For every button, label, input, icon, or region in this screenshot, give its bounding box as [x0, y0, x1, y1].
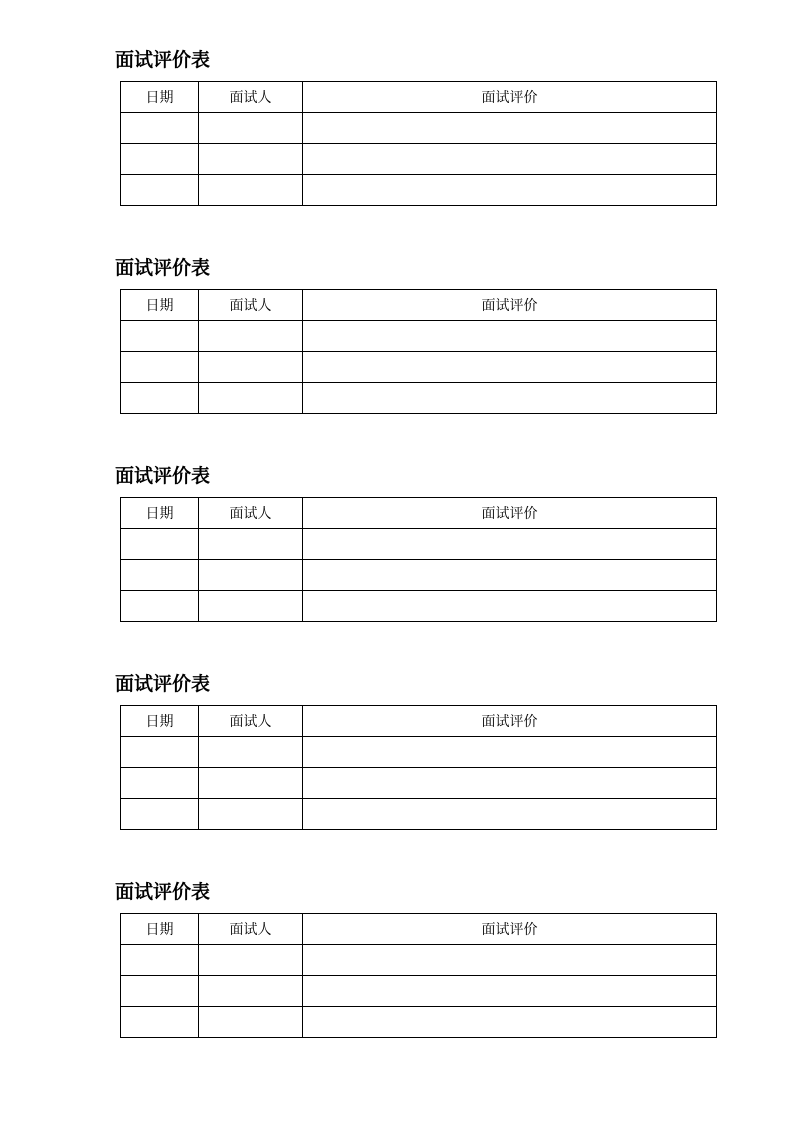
evaluation-table: [120, 913, 717, 1038]
interviewer-header: 面试人: [199, 706, 303, 737]
table-row: [121, 352, 717, 383]
interviewer-cell[interactable]: [199, 144, 303, 175]
table-header-row: [121, 706, 717, 737]
evaluation-cell[interactable]: [303, 560, 717, 591]
interviewer-cell[interactable]: [199, 560, 303, 591]
table-row: [121, 321, 717, 352]
date-cell[interactable]: [121, 945, 199, 976]
interviewer-cell[interactable]: [199, 976, 303, 1007]
table-row: [121, 737, 717, 768]
section-title: 面试评价表: [115, 881, 211, 903]
table-row: [121, 799, 717, 830]
evaluation-cell[interactable]: [303, 529, 717, 560]
interviewer-header: 面试人: [199, 914, 303, 945]
table-header-row: [121, 914, 717, 945]
table-row: [121, 591, 717, 622]
interviewer-cell[interactable]: [199, 321, 303, 352]
table-header-row: [121, 290, 717, 321]
evaluation-header: 面试评价: [303, 706, 717, 737]
interviewer-cell[interactable]: [199, 352, 303, 383]
date-cell[interactable]: [121, 383, 199, 414]
date-header: 日期: [121, 706, 199, 737]
interviewer-header: 面试人: [199, 82, 303, 113]
evaluation-table: [120, 497, 717, 622]
evaluation-cell[interactable]: [303, 976, 717, 1007]
table-header-row: [121, 82, 717, 113]
evaluation-cell[interactable]: [303, 352, 717, 383]
evaluation-cell[interactable]: [303, 175, 717, 206]
table-row: [121, 529, 717, 560]
date-cell[interactable]: [121, 1007, 199, 1038]
evaluation-table: [120, 705, 717, 830]
interviewer-header: 面试人: [199, 498, 303, 529]
table-row: [121, 383, 717, 414]
interviewer-header: 面试人: [199, 290, 303, 321]
date-cell[interactable]: [121, 799, 199, 830]
date-header: 日期: [121, 498, 199, 529]
evaluation-cell[interactable]: [303, 383, 717, 414]
interviewer-cell[interactable]: [199, 737, 303, 768]
evaluation-cell[interactable]: [303, 945, 717, 976]
date-header: 日期: [121, 290, 199, 321]
evaluation-header: 面试评价: [303, 290, 717, 321]
evaluation-cell[interactable]: [303, 321, 717, 352]
table-row: [121, 1007, 717, 1038]
date-cell[interactable]: [121, 321, 199, 352]
evaluation-header: 面试评价: [303, 82, 717, 113]
date-cell[interactable]: [121, 113, 199, 144]
interviewer-cell[interactable]: [199, 591, 303, 622]
table-row: [121, 144, 717, 175]
evaluation-table: [120, 289, 717, 414]
date-cell[interactable]: [121, 768, 199, 799]
date-cell[interactable]: [121, 175, 199, 206]
date-header: 日期: [121, 914, 199, 945]
section-title: 面试评价表: [115, 49, 211, 71]
evaluation-cell[interactable]: [303, 737, 717, 768]
evaluation-cell[interactable]: [303, 768, 717, 799]
date-cell[interactable]: [121, 529, 199, 560]
interviewer-cell[interactable]: [199, 113, 303, 144]
date-cell[interactable]: [121, 976, 199, 1007]
evaluation-cell[interactable]: [303, 591, 717, 622]
table-row: [121, 175, 717, 206]
section-title: 面试评价表: [115, 465, 211, 487]
evaluation-table: [120, 81, 717, 206]
table-row: [121, 945, 717, 976]
table-row: [121, 976, 717, 1007]
evaluation-header: 面试评价: [303, 914, 717, 945]
table-row: [121, 560, 717, 591]
date-cell[interactable]: [121, 591, 199, 622]
table-header-row: [121, 498, 717, 529]
interviewer-cell[interactable]: [199, 768, 303, 799]
interviewer-cell[interactable]: [199, 1007, 303, 1038]
evaluation-cell[interactable]: [303, 1007, 717, 1038]
evaluation-cell[interactable]: [303, 144, 717, 175]
interviewer-cell[interactable]: [199, 383, 303, 414]
date-cell[interactable]: [121, 737, 199, 768]
section-title: 面试评价表: [115, 673, 211, 695]
date-cell[interactable]: [121, 144, 199, 175]
table-row: [121, 768, 717, 799]
interviewer-cell[interactable]: [199, 175, 303, 206]
evaluation-header: 面试评价: [303, 498, 717, 529]
interviewer-cell[interactable]: [199, 529, 303, 560]
table-row: [121, 113, 717, 144]
interviewer-cell[interactable]: [199, 799, 303, 830]
evaluation-cell[interactable]: [303, 799, 717, 830]
interviewer-cell[interactable]: [199, 945, 303, 976]
section-title: 面试评价表: [115, 257, 211, 279]
date-cell[interactable]: [121, 352, 199, 383]
date-header: 日期: [121, 82, 199, 113]
date-cell[interactable]: [121, 560, 199, 591]
evaluation-cell[interactable]: [303, 113, 717, 144]
